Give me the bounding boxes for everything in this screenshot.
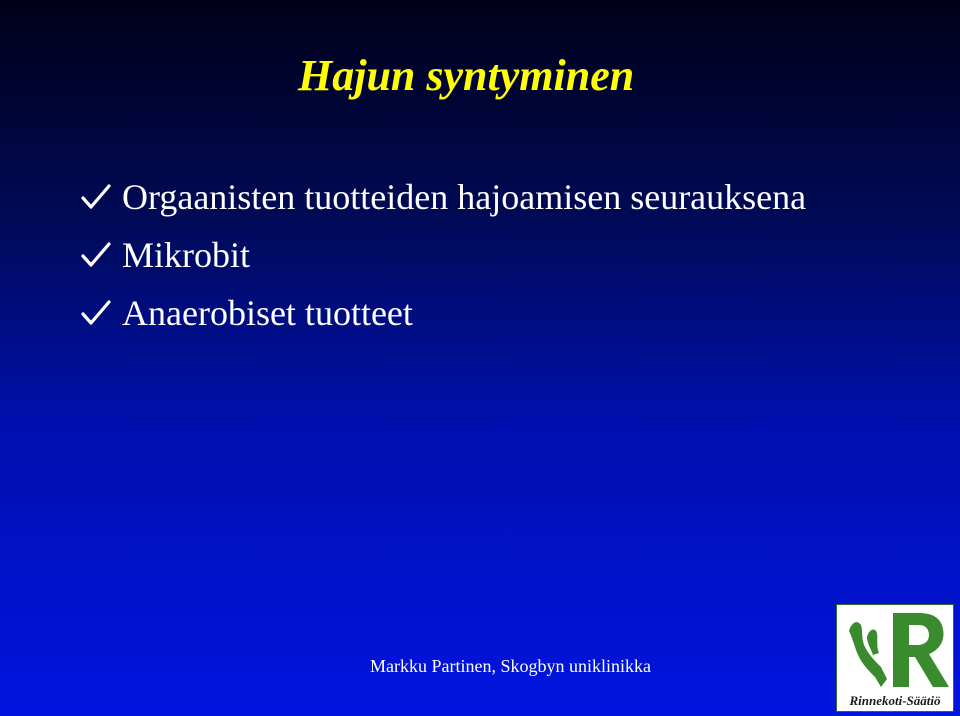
rinnekoti-logo [836,604,954,712]
bullet-item [80,168,806,226]
check-icon [80,182,112,212]
check-icon [80,240,112,270]
bullet-list [80,168,806,342]
bullet-text: Anaerobiset tuotteet [122,293,413,333]
bullet-item [80,226,806,284]
bullet-item [80,284,806,342]
bullet-text: Mikrobit [122,235,251,275]
logo-text: Rinnekoti-Säätiö [849,693,941,708]
rinnekoti-logo-icon [841,609,951,691]
footer-text: Markku Partinen, Skogbyn uniklinikka [370,656,651,676]
check-icon [80,298,112,328]
bullet-text: Orgaanisten tuotteiden hajoamisen seurauksena [122,177,807,217]
slide-title: Hajun syntyminen [298,51,635,100]
